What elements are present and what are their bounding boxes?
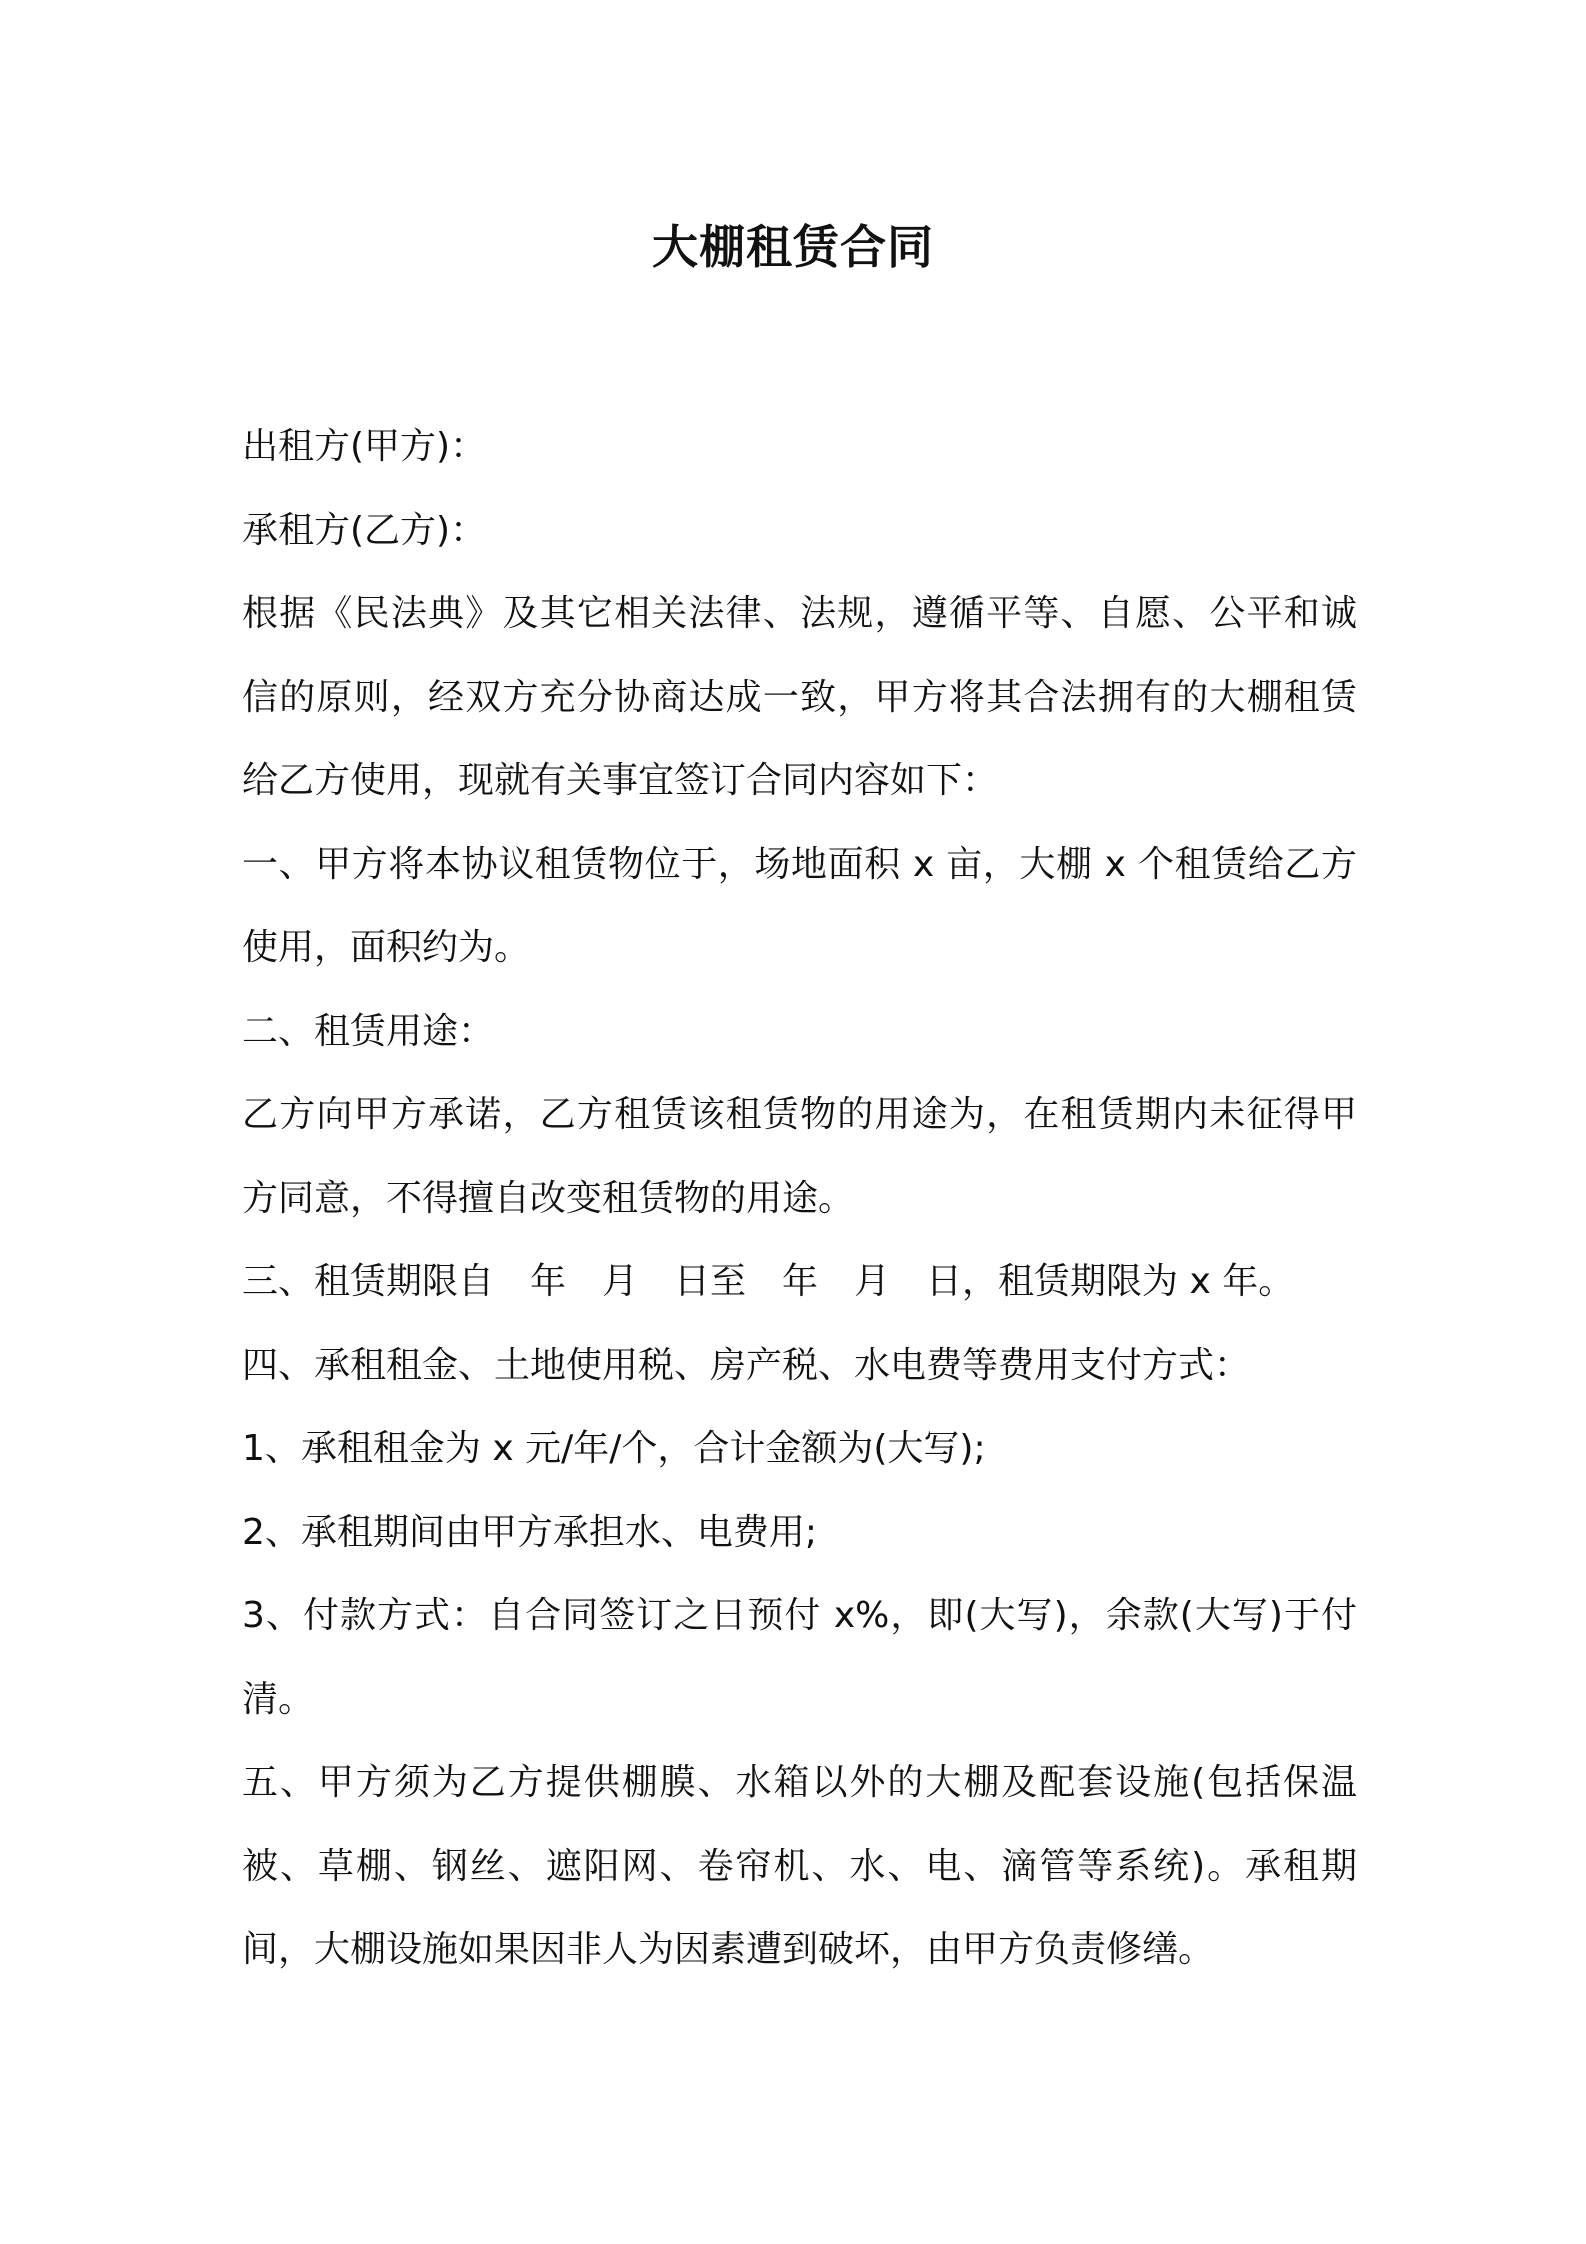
clause-4-item-2: 2、承租期间由甲方承担水、电费用;: [242, 1511, 818, 1553]
document-body: [242, 405, 1357, 1992]
clause-2-heading: 二、租赁用途：: [242, 1010, 495, 1052]
document-title: 大棚租赁合同: [652, 220, 934, 274]
lessee-line: 承租方(乙方)：: [242, 509, 487, 551]
clause-1-paragraph: 一、甲方将本协议租赁物位于，场地面积 x 亩，大棚 x 个租赁给乙方使用，面积约为。: [242, 843, 1357, 968]
preamble-paragraph: 根据《民法典》及其它相关法律、法规，遵循平等、自愿、公平和诚信的原则，经双方充分协商达成一致，甲方将其合法拥有的大棚租赁给乙方使用，现就有关事宜签订合同内容如下：: [242, 593, 1357, 801]
clause-2-paragraph: 乙方向甲方承诺，乙方租赁该租赁物的用途为，在租赁期内未征得甲方同意，不得擅自改变租赁物的用途。: [242, 1094, 1357, 1219]
lessor-line: 出租方(甲方)：: [242, 426, 487, 467]
clause-3-paragraph: 三、租赁期限自 年 月 日至 年 月 日，租赁期限为 x 年。: [242, 1261, 1295, 1302]
clause-4-heading: 四、承租租金、土地使用税、房产税、水电费等费用支付方式：: [242, 1344, 1251, 1386]
clause-5-paragraph: 五、甲方须为乙方提供棚膜、水箱以外的大棚及配套设施(包括保温被、草棚、钢丝、遮阳网、卷帘机、水、电、滴管等系统)。承租期间，大棚设施如果因非人为因素遭到破坏，由甲方负责修缮。: [242, 1762, 1357, 1970]
clause-4-item-1: 1、承租租金为 x 元/年/个，合计金额为(大写);: [242, 1428, 986, 1469]
clause-4-item-3: 3、付款方式：自合同签订之日预付 x%，即(大写)，余款(大写)于付清。: [242, 1595, 1357, 1720]
